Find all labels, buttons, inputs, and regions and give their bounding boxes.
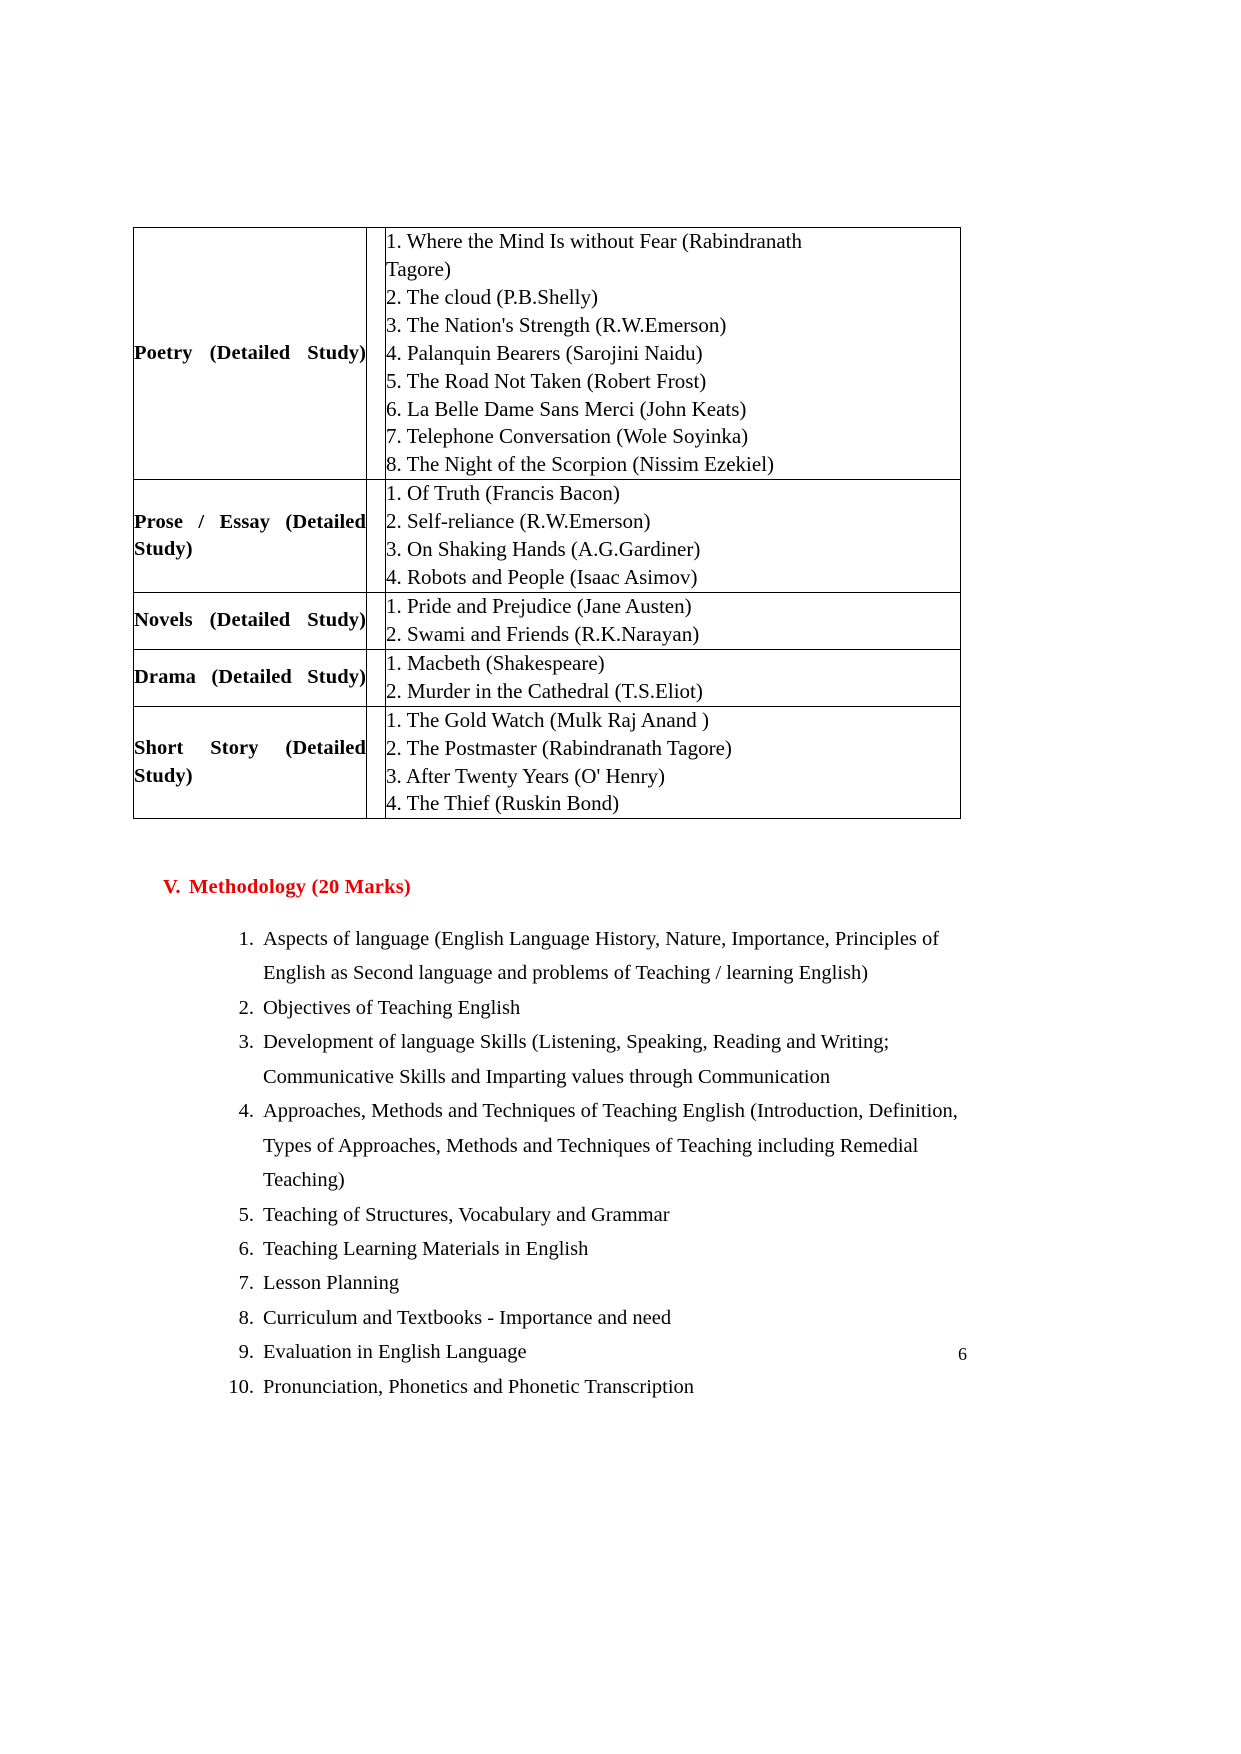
list-item-text: Curriculum and Textbooks - Importance and need xyxy=(263,1306,672,1329)
list-item-number: 10. xyxy=(228,1375,254,1398)
table-cell-category xyxy=(134,228,367,480)
page-number: 6 xyxy=(958,1344,967,1364)
list-item xyxy=(225,1094,985,1197)
table-row xyxy=(134,592,961,649)
table-cell-spacer xyxy=(367,480,386,593)
list-item-number: 7. xyxy=(238,1272,254,1295)
table-row xyxy=(134,649,961,706)
list-item: 4. Robots and People (Isaac Asimov) xyxy=(386,565,698,590)
table-cell-items xyxy=(386,706,961,819)
table-cell-spacer xyxy=(367,228,386,480)
section-heading xyxy=(163,876,411,899)
list-item-text: Teaching of Structures, Vocabulary and Grammar xyxy=(263,1203,670,1226)
list-item-number: 4. xyxy=(238,1100,254,1123)
list-item xyxy=(225,1025,985,1094)
list-item-number: 3. xyxy=(238,1031,254,1054)
table-cell-spacer xyxy=(367,592,386,649)
table-cell-spacer xyxy=(367,649,386,706)
list-item xyxy=(225,991,985,1025)
list-item-text: Evaluation in English Language xyxy=(263,1341,527,1364)
category-label: Poetry (Detailed Study) xyxy=(134,342,366,365)
list-item-text: Development of language Skills (Listening, Speaking, Reading and Writing; Communicative Skills and Imparting values through Communication xyxy=(263,1031,890,1088)
list-item xyxy=(225,1370,985,1404)
list-item: 1. Where the Mind Is without Fear (Rabindranath xyxy=(386,229,803,253)
list-item xyxy=(225,922,985,991)
list-item: 2. Self-reliance (R.W.Emerson) xyxy=(386,509,651,534)
list-item: 4. The Thief (Ruskin Bond) xyxy=(386,791,620,816)
table-cell-category xyxy=(134,649,367,706)
section-title: Methodology (20 Marks) xyxy=(189,876,411,898)
table-cell-category xyxy=(134,480,367,593)
list-item: 6. La Belle Dame Sans Merci (John Keats) xyxy=(386,396,747,421)
list-item-text: Approaches, Methods and Techniques of Teaching English (Introduction, Definition, Types of Approaches, Methods and Techniques of Teaching including Remedial Teaching) xyxy=(263,1100,958,1192)
list-item: 2. The Postmaster (Rabindranath Tagore) xyxy=(386,735,732,760)
list-item-number: 8. xyxy=(238,1306,254,1329)
table-cell-category xyxy=(134,706,367,819)
syllabus-table xyxy=(133,227,961,819)
list-item-number: 5. xyxy=(238,1203,254,1226)
table-cell-items xyxy=(386,592,961,649)
category-label: Drama (Detailed Study) xyxy=(134,666,366,689)
list-item: 3. On Shaking Hands (A.G.Gardiner) xyxy=(386,537,701,562)
list-item-text: Objectives of Teaching English xyxy=(263,996,521,1019)
table-row xyxy=(134,706,961,819)
list-item-number: 6. xyxy=(238,1237,254,1260)
list-item-number: 2. xyxy=(238,996,254,1019)
list-item: Tagore) xyxy=(386,256,451,281)
table-cell-items xyxy=(386,649,961,706)
methodology-list xyxy=(225,922,985,1404)
section-numeral: V. xyxy=(163,876,181,898)
list-item-number: 1. xyxy=(238,928,254,950)
table-row xyxy=(134,228,961,480)
category-label: Prose / Essay (Detailed Study) xyxy=(134,511,366,561)
table-cell-spacer xyxy=(367,706,386,819)
list-item: 8. The Night of the Scorpion (Nissim Ezekiel) xyxy=(386,452,775,477)
category-label: Short Story (Detailed Study) xyxy=(134,737,366,787)
list-item: 4. Palanquin Bearers (Sarojini Naidu) xyxy=(386,340,703,365)
list-item: 1. Pride and Prejudice (Jane Austen) xyxy=(386,593,692,618)
list-item-text: Lesson Planning xyxy=(263,1272,400,1295)
list-item-text: Pronunciation, Phonetics and Phonetic Transcription xyxy=(263,1375,695,1398)
list-item xyxy=(225,1301,985,1335)
list-item: 2. Swami and Friends (R.K.Narayan) xyxy=(386,621,700,646)
list-item-text: Aspects of language (English Language History, Nature, Importance, Principles of English as Second language and problems of Teaching / learning English) xyxy=(263,928,940,985)
list-item: 1. The Gold Watch (Mulk Raj Anand ) xyxy=(386,707,709,732)
table-cell-category xyxy=(134,592,367,649)
list-item xyxy=(225,1198,985,1232)
table-row xyxy=(134,480,961,593)
list-item: 3. After Twenty Years (O' Henry) xyxy=(386,763,665,788)
list-item: 7. Telephone Conversation (Wole Soyinka) xyxy=(386,424,749,449)
list-item xyxy=(225,1335,985,1369)
list-item xyxy=(225,1232,985,1266)
list-item: 3. The Nation's Strength (R.W.Emerson) xyxy=(386,312,727,337)
syllabus-table-body xyxy=(134,228,961,819)
list-item-text: Teaching Learning Materials in English xyxy=(263,1237,589,1260)
list-item: 1. Of Truth (Francis Bacon) xyxy=(386,481,620,506)
table-cell-items xyxy=(386,480,961,593)
list-item-number: 9. xyxy=(238,1341,254,1364)
table-cell-items xyxy=(386,228,961,480)
list-item: 1. Macbeth (Shakespeare) xyxy=(386,650,605,675)
list-item: 2. The cloud (P.B.Shelly) xyxy=(386,284,598,309)
list-item xyxy=(225,1266,985,1300)
category-label: Novels (Detailed Study) xyxy=(134,609,366,632)
list-item: 5. The Road Not Taken (Robert Frost) xyxy=(386,368,707,393)
list-item: 2. Murder in the Cathedral (T.S.Eliot) xyxy=(386,678,703,703)
